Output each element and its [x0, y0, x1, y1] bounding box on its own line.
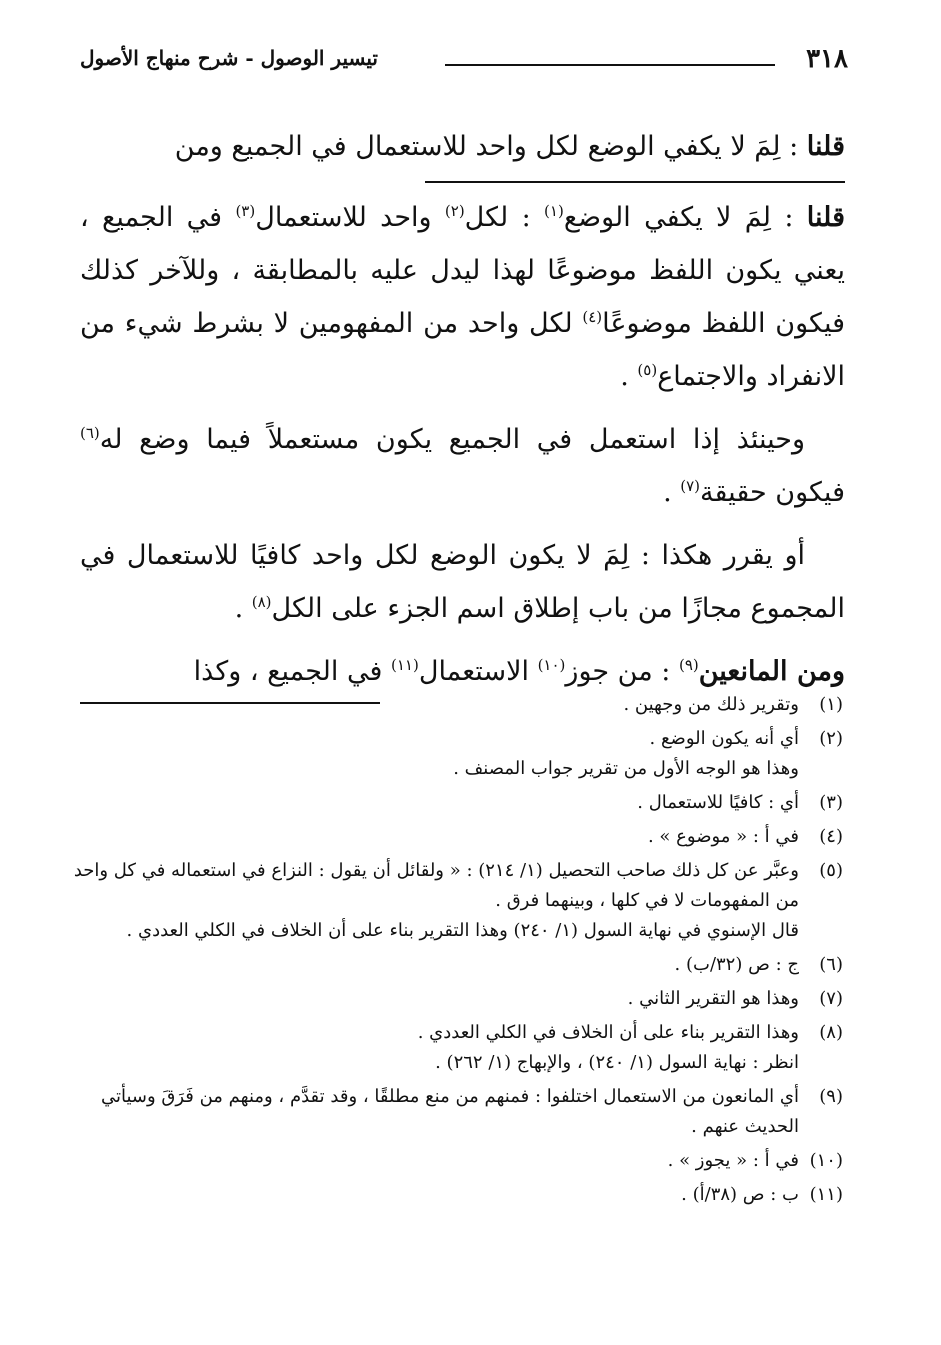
- footnote-1: [70, 690, 843, 720]
- footnote-ref-8[interactable]: (٨): [251, 593, 272, 611]
- paragraph-3: [80, 529, 845, 635]
- footnote-text: ج : ص (٣٢/ب) .: [674, 954, 799, 975]
- p1-text-2: : لكل: [464, 202, 545, 233]
- footnote-number: (٨): [819, 1022, 843, 1043]
- footnotes: [70, 690, 843, 1214]
- footnote-8: [70, 1018, 843, 1078]
- p2-text-1: وحينئذ إذا استعمل في الجميع يكون مستعملاً فيما وضع له: [99, 424, 805, 455]
- footnote-ref-4[interactable]: (٤): [582, 308, 603, 326]
- footnote-number: (٩): [819, 1086, 843, 1107]
- footnote-3: [70, 788, 843, 818]
- footnote-ref-7[interactable]: (٧): [680, 477, 701, 495]
- p2-text-3: .: [663, 477, 681, 508]
- p1-text-6: .: [620, 361, 638, 392]
- footnote-7: [70, 984, 843, 1014]
- header-rule: [445, 64, 775, 66]
- footnote-continuation: انظر : نهاية السول (١/ ٢٤٠) ، والإبهاج (١/ ٢٦٢) .: [435, 1052, 799, 1073]
- footnote-number: (١١): [809, 1184, 843, 1205]
- quote-underline: [425, 181, 845, 183]
- footnote-text: أي أنه يكون الوضع .: [649, 728, 799, 749]
- footnote-continuation: قال الإسنوي في نهاية السول (١/ ٢٤٠) وهذا التقرير بناء على أن الخلاف في الكلي العددي .: [126, 920, 799, 941]
- footnote-ref-6[interactable]: (٦): [80, 424, 100, 442]
- footnote-text: وتقرير ذلك من وجهين .: [623, 694, 799, 715]
- footnote-text: وهذا هو التقرير الثاني .: [627, 988, 799, 1009]
- footnote-number: (٣): [819, 792, 843, 813]
- p4-text-1: : من جوز: [565, 656, 679, 687]
- p1-text-3: واحد للاستعمال: [255, 202, 445, 233]
- main-text: [80, 120, 845, 704]
- footnote-ref-9[interactable]: (٩): [678, 656, 699, 674]
- footnote-number: (٢): [819, 728, 843, 749]
- p1-text-4: في الجميع ، يعني يكون اللفظ موضوعًا لهذا ليدل عليه بالمطابقة ، وللآخر كذلك فيكون اللفظ موضوعًا: [80, 202, 846, 339]
- footnote-6: [70, 950, 843, 980]
- footnote-text: أي : كافيًا للاستعمال .: [637, 792, 799, 813]
- page-number: ٣١٨: [806, 44, 848, 74]
- footnote-text: في أ : « يجوز » .: [667, 1150, 799, 1171]
- p1-label: قلنا: [806, 202, 845, 233]
- paragraph-2: [80, 413, 845, 519]
- footnote-number: (١٠): [809, 1150, 843, 1171]
- footnote-10: [70, 1146, 843, 1176]
- footnote-number: (١): [819, 694, 843, 715]
- footnote-ref-10[interactable]: (١٠): [537, 656, 566, 674]
- quoted-label: قلنا: [806, 131, 845, 162]
- p4-text-2: الاستعمال: [418, 656, 538, 687]
- footnote-11: [70, 1180, 843, 1210]
- p2-text-2: فيكون حقيقة: [700, 477, 845, 508]
- page-header: [80, 40, 850, 86]
- footnote-ref-11[interactable]: (١١): [390, 656, 419, 674]
- footnote-text: وهذا التقرير بناء على أن الخلاف في الكلي العددي .: [417, 1022, 799, 1043]
- quoted-text: : لِمَ لا يكفي الوضع لكل واحد للاستعمال في الجميع ومن: [174, 131, 807, 162]
- footnote-ref-1[interactable]: (١): [544, 202, 564, 220]
- p1-text-1: : لِمَ لا يكفي الوضع: [563, 202, 807, 233]
- p1-text-5: لكل واحد من المفهومين لا بشرط شيء من الانفراد والاجتماع: [80, 308, 845, 392]
- footnote-ref-2[interactable]: (٢): [444, 202, 465, 220]
- footnote-text: أي المانعون من الاستعمال اختلفوا : فمنهم من منع مطلقًا ، وقد تقدَّم ، ومنهم من فَرَقَ وسيأتي الحديث عنهم .: [100, 1086, 799, 1137]
- p4-label: ومن المانعين: [698, 656, 845, 687]
- p3-text-2: .: [234, 593, 252, 624]
- footnote-9: [70, 1082, 843, 1142]
- running-title: تيسير الوصول - شرح منهاج الأصول: [80, 46, 378, 70]
- footnote-continuation: وهذا هو الوجه الأول من تقرير جواب المصنف .: [453, 758, 799, 779]
- footnote-number: (٥): [819, 860, 843, 881]
- p4-text-3: في الجميع ، وكذا: [193, 656, 391, 687]
- footnote-5: [70, 856, 843, 946]
- footnote-text: وعبَّر عن كل ذلك صاحب التحصيل (١/ ٢١٤) : « ولقائل أن يقول : النزاع في استعماله في كل واحد من المفهومات لا في كلها ، وبينهما فرق .: [73, 860, 799, 911]
- footnote-text: ب : ص (٣٨/أ) .: [681, 1184, 799, 1205]
- footnote-ref-5[interactable]: (٥): [637, 361, 658, 379]
- footnote-number: (٧): [819, 988, 843, 1009]
- footnote-ref-3[interactable]: (٣): [235, 202, 256, 220]
- footnote-number: (٦): [819, 954, 843, 975]
- quoted-matn-line: [80, 120, 845, 173]
- p3-text-1: أو يقرر هكذا : لِمَ لا يكون الوضع لكل واحد كافيًا للاستعمال في المجموع مجازًا من باب إطلاق اسم الجزء على الكل: [80, 540, 845, 624]
- footnote-text: في أ : « موضوع » .: [647, 826, 799, 847]
- footnote-2: [70, 724, 843, 784]
- footnote-number: (٤): [819, 826, 843, 847]
- paragraph-1: [80, 191, 845, 403]
- footnote-4: [70, 822, 843, 852]
